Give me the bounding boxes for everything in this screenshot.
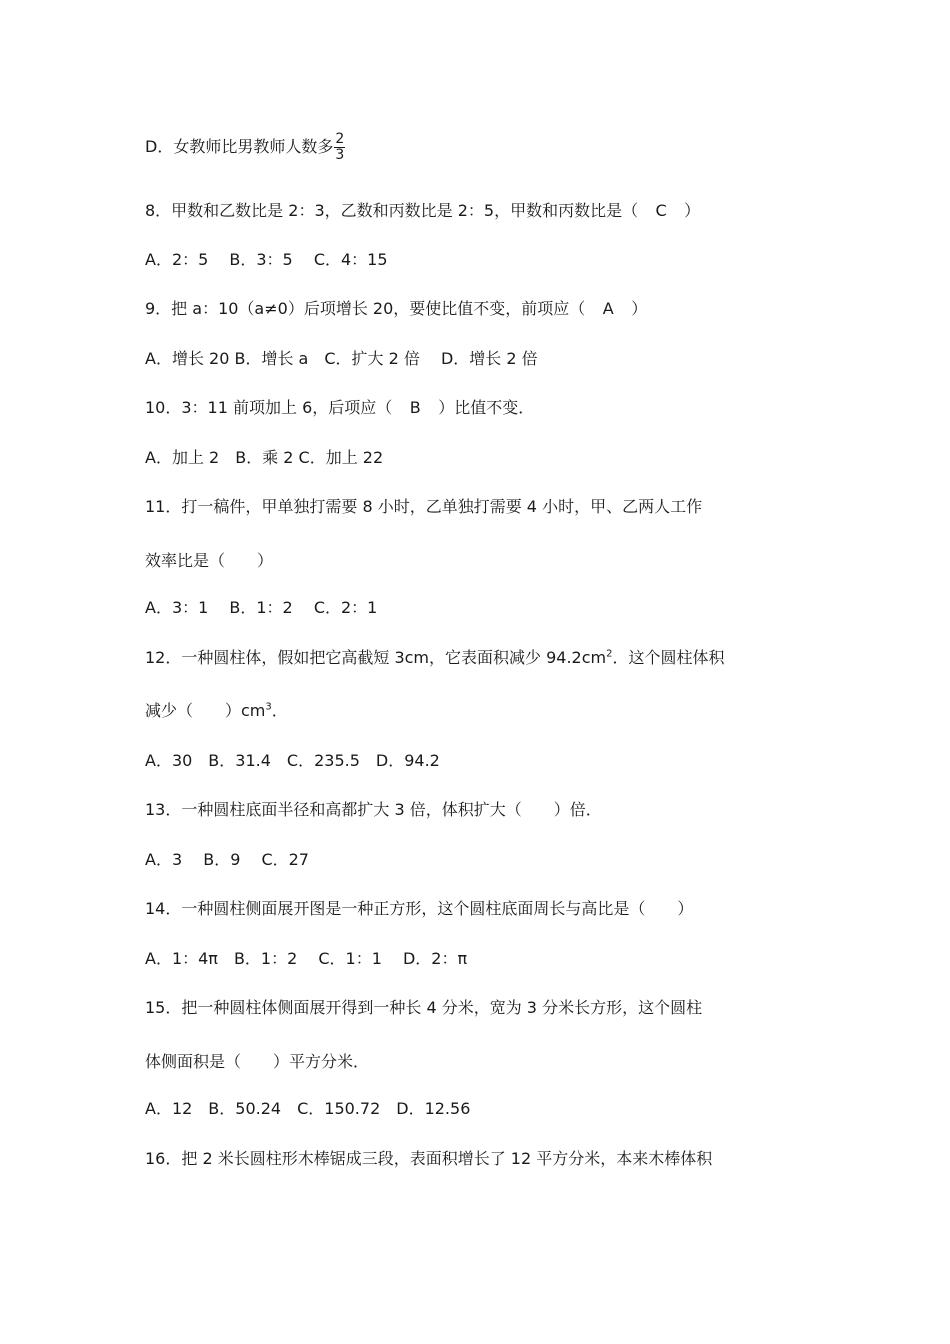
- options-10: A．加上 2 B．乘 2 C．加上 22: [145, 448, 384, 467]
- question-9: 9．把 a：10（a≠0）后项增长 20，要使比值不变，前项应（ A ）: [145, 299, 648, 318]
- question-12-line-1: 12．一种圆柱体，假如把它高截短 3cm，它表面积减少 $94.2cm^2$．这个圆柱体积: [145, 648, 725, 667]
- answer-10: B: [409, 398, 421, 417]
- option-d-line: D．女教师比男教师人数多 $\frac{2}{3}$: [145, 131, 345, 163]
- answer-8: C: [655, 201, 667, 220]
- options-14: A．1：4π B．1：2 C．1：1 D．2：π: [145, 949, 468, 968]
- question-11-line-1: 11．打一稿件，甲单独打需要 8 小时，乙单独打需要 4 小时，甲、乙两人工作: [145, 497, 703, 516]
- question-14: 14．一种圆柱侧面展开图是一种正方形，这个圆柱底面周长与高比是（ ）: [145, 899, 694, 918]
- question-8: 8．甲数和乙数比是 2：3，乙数和丙数比是 2：5，甲数和丙数比是（ C ）: [145, 201, 701, 220]
- options-11: A．3：1 B．1：2 C．2：1: [145, 598, 378, 617]
- question-15-line-1: 15．把一种圆柱体侧面展开得到一种长 4 分米，宽为 3 分米长方形，这个圆柱: [145, 998, 703, 1017]
- fraction: $\frac{2}{3}$: [335, 131, 345, 163]
- question-16-line-1: 16．把 2 米长圆柱形木棒锯成三段，表面积增长了 12 平方分米，本来木棒体积: [145, 1149, 713, 1168]
- options-9: A．增长 20 B．增长 a C．扩大 2 倍 D．增长 2 倍: [145, 349, 538, 368]
- question-12-line-2: 减少（ ）$cm^3$．: [145, 701, 288, 720]
- options-8: A．2：5 B．3：5 C．4：15: [145, 250, 388, 269]
- question-10: 10．3：11 前项加上 6，后项应（ B ）比值不变．: [145, 398, 535, 417]
- options-15: A．12 B．50.24 C．150.72 D．12.56: [145, 1099, 471, 1118]
- options-12: A．30 B．31.4 C．235.5 D．94.2: [145, 751, 440, 770]
- question-11-line-2: 效率比是（ ）: [145, 551, 274, 570]
- options-13: A．3 B．9 C．27: [145, 850, 309, 869]
- answer-9: A: [602, 299, 614, 318]
- question-15-line-2: 体侧面积是（ ）平方分米．: [145, 1052, 370, 1071]
- question-13: 13．一种圆柱底面半径和高都扩大 3 倍，体积扩大（ ）倍．: [145, 800, 602, 819]
